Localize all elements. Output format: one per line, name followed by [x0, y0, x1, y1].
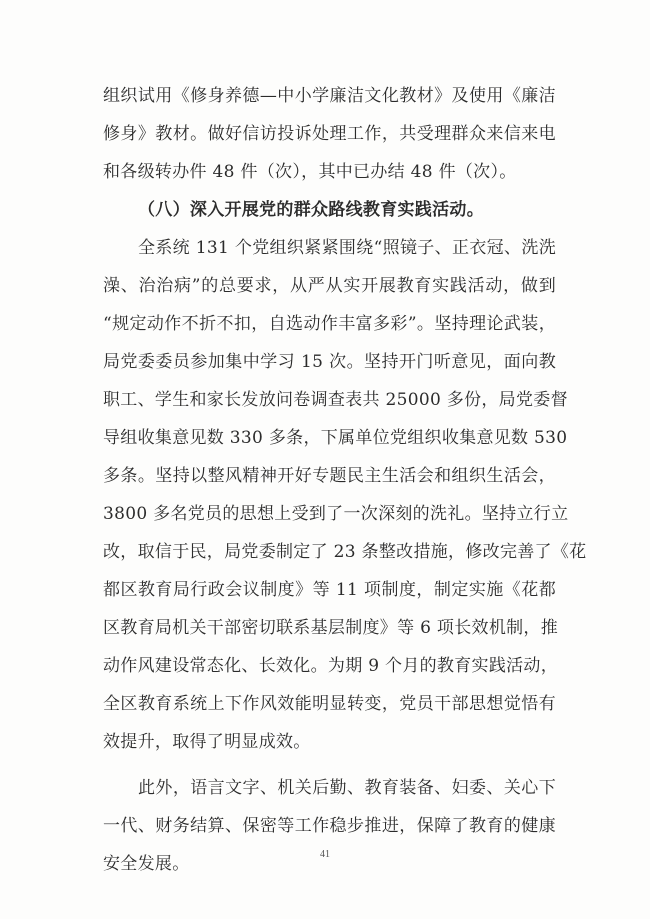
body-text-line: 职工、学生和家长发放问卷调查表共 25000 多份，局党委督	[103, 390, 568, 410]
body-text-line: 安全发展。	[103, 854, 190, 874]
page-number: 41	[320, 849, 330, 860]
body-text-line: “规定动作不折不扣，自选动作丰富多彩”。坚持理论武装，	[103, 314, 556, 334]
body-text-line: 一代、财务结算、保密等工作稳步推进，保障了教育的健康	[103, 816, 556, 836]
body-text-line: 导组收集意见数 330 多条，下属单位党组织收集意见数 530	[103, 428, 568, 448]
body-text-line: 改，取信于民，局党委制定了 23 条整改措施，修改完善了《花	[103, 542, 587, 562]
body-text-line: 效提升，取得了明显成效。	[103, 732, 311, 752]
body-text-line: 此外，语言文字、机关后勤、教育装备、妇委、关心下	[138, 778, 556, 798]
body-text-line: 3800 多名党员的思想上受到了一次深刻的洗礼。坚持立行立	[103, 504, 569, 524]
body-text-line: 局党委委员参加集中学习 15 次。坚持开门听意见，面向教	[103, 352, 556, 372]
body-text-line: 多条。坚持以整风精神开好专题民主生活会和组织生活会，	[103, 466, 556, 486]
section-heading: （八）深入开展党的群众路线教育实践活动。	[138, 200, 484, 220]
body-text-line: 区教育局机关干部密切联系基层制度》等 6 项长效机制，推	[103, 618, 559, 638]
body-text-line: 全系统 131 个党组织紧紧围绕“照镜子、正衣冠、洗洗	[138, 238, 556, 258]
body-text-line: 组织试用《修身养德—中小学廉洁文化教材》及使用《廉洁	[103, 86, 556, 106]
body-text-line: 澡、治治病”的总要求，从严从实开展教育实践活动，做到	[103, 276, 556, 296]
body-text-line: 动作风建设常态化、长效化。为期 9 个月的教育实践活动，	[103, 656, 559, 676]
body-text-line: 和各级转办件 48 件（次），其中已办结 48 件（次）。	[103, 162, 517, 182]
body-text-line: 全区教育系统上下作风效能明显转变，党员干部思想觉悟有	[103, 694, 556, 714]
body-text-line: 修身》教材。做好信访投诉处理工作，共受理群众来信来电	[103, 124, 556, 144]
body-text-line: 都区教育局行政会议制度》等 11 项制度，制定实施《花都	[103, 580, 556, 600]
